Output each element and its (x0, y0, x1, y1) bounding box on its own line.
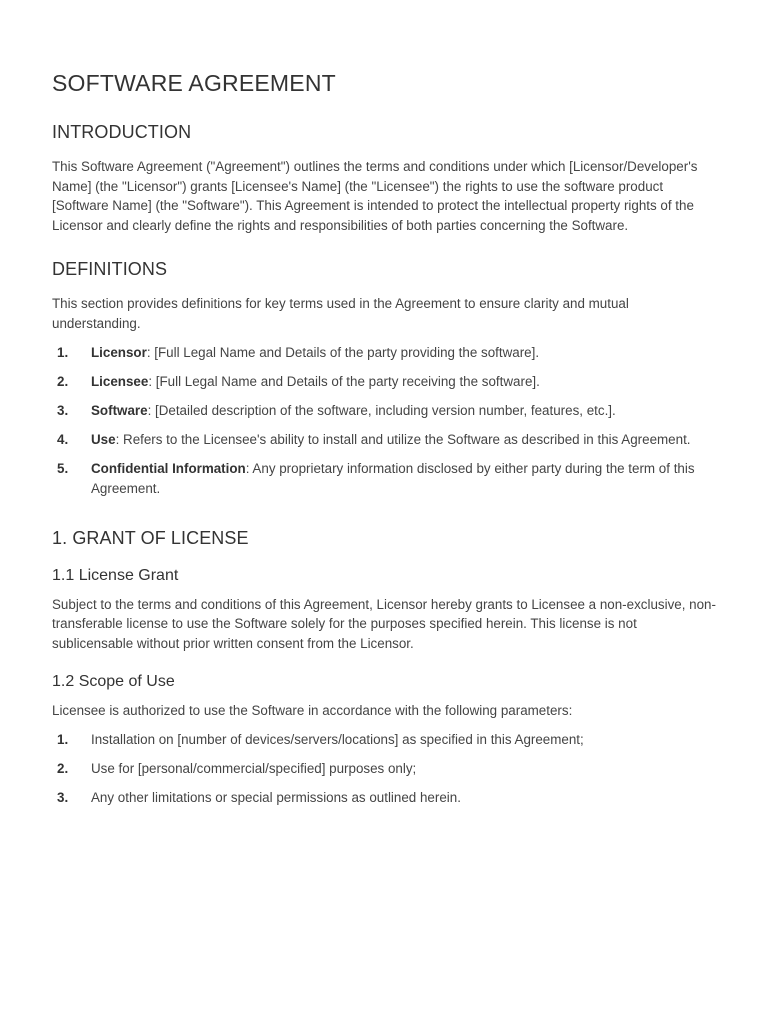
scope-item-text: Use for [personal/commercial/specified] purposes only; (91, 761, 417, 777)
scope-item-text: Any other limitations or special permissions as outlined herein. (91, 790, 461, 806)
list-number: 5. (57, 460, 69, 476)
definition-item-licensee (52, 372, 718, 392)
definition-item-software (52, 401, 718, 421)
scope-item (52, 759, 718, 779)
list-number: 1. (57, 344, 69, 360)
document-title: SOFTWARE AGREEMENT (52, 70, 336, 96)
scope-item (52, 788, 718, 808)
introduction-heading: INTRODUCTION (52, 122, 192, 142)
definition-text: : Any proprietary information disclosed by either party during the term of this Agreement. (91, 460, 695, 496)
license-grant-heading: 1.1 License Grant (52, 566, 179, 584)
scope-heading: 1.2 Scope of Use (52, 673, 175, 691)
list-number: 4. (57, 431, 69, 447)
grant-heading: 1. GRANT OF LICENSE (52, 527, 249, 548)
definitions-list (52, 343, 718, 499)
list-number: 2. (57, 373, 69, 389)
definition-term: Confidential Information (91, 460, 246, 476)
definitions-heading: DEFINITIONS (52, 259, 168, 280)
definition-term: Software (91, 402, 148, 418)
list-number: 1. (57, 732, 69, 747)
license-grant-text: Subject to the terms and conditions of this Agreement, Licensor hereby grants to Licensee a non-exclusive, non-transferable license to use the Software solely for the purposes specified herein. This license is not sublicensable without prior written consent from the Licensor. (52, 596, 716, 651)
scope-item (52, 730, 718, 750)
definition-term: Licensor (91, 344, 147, 360)
section-spacer (52, 235, 718, 259)
definition-text: : Refers to the Licensee's ability to install and utilize the Software as described in this Agreement. (115, 431, 691, 447)
definition-text: : [Detailed description of the software, including version number, features, etc.]. (147, 402, 616, 418)
definition-text: : [Full Legal Name and Details of the party receiving the software]. (148, 373, 540, 389)
section-spacer (52, 508, 718, 528)
list-number: 3. (57, 402, 69, 418)
list-number: 3. (57, 790, 69, 806)
definition-item-confidential-information (52, 459, 718, 498)
definition-item-licensor (52, 343, 718, 363)
scope-intro: Licensee is authorized to use the Software in accordance with the following parameters: (52, 703, 573, 719)
scope-list (52, 730, 718, 808)
definitions-intro: This section provides definitions for key terms used in the Agreement to ensure clarity and mutual understanding. (52, 296, 629, 331)
introduction-text: This Software Agreement ("Agreement") outlines the terms and conditions under which [Licensor/Developer's Name] (the "Licensor") grants [Licensee's Name] (the "Licensee") the rights to use the software product [Software Name] (the "Software"). This Agreement is intended to protect the intellectual property rights of the Licensor and clearly define the rights and responsibilities of both parties concerning the Software. (52, 159, 698, 233)
definition-text: : [Full Legal Name and Details of the party providing the software]. (146, 344, 540, 360)
list-number: 2. (57, 761, 69, 777)
scope-item-text: Installation on [number of devices/servers/locations] as specified in this Agreement; (91, 732, 584, 747)
definition-term: Licensee (91, 373, 149, 389)
section-spacer (52, 653, 718, 673)
definition-term: Use (91, 431, 116, 447)
definition-item-use (52, 430, 718, 450)
